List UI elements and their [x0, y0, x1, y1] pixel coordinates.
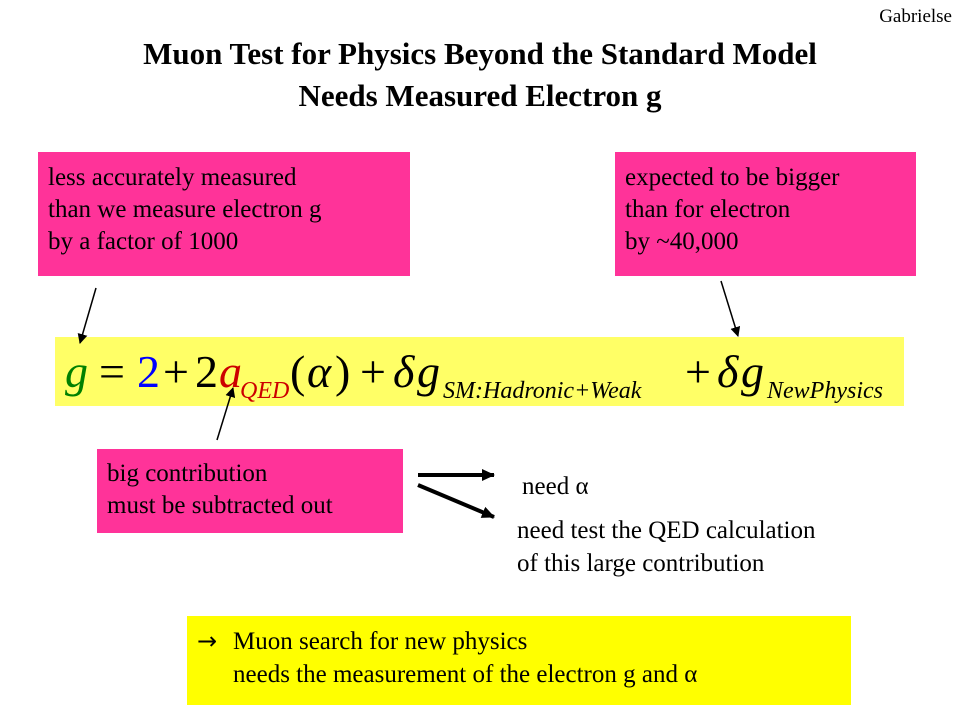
eq-delta-2: δ	[717, 346, 739, 397]
arrow-to-a-qed	[217, 388, 233, 440]
note-line: than for electron	[625, 196, 791, 223]
slide-title-line-1: Muon Test for Physics Beyond the Standard Model	[143, 36, 817, 71]
eq-plus-2: +	[360, 346, 386, 397]
conclusion-line-1	[197, 625, 851, 658]
eq-coef: 2	[195, 346, 218, 397]
slide-title-line-2: Needs Measured Electron g	[298, 78, 662, 113]
arrow-to-g	[80, 288, 96, 343]
eq-plus-1: +	[163, 346, 189, 397]
eq-g-sm: g	[417, 346, 440, 397]
right-arrow-icon: →	[197, 627, 218, 655]
note-line: less accurately measured	[48, 164, 297, 191]
eq-alpha: α	[307, 346, 332, 397]
eq-a: a	[219, 346, 242, 397]
eq-qed-subscript: QED	[240, 378, 290, 404]
eq-g-np: g	[741, 346, 764, 397]
eq-np-subscript: NewPhysics	[767, 378, 883, 404]
eq-sm-subscript: SM:Hadronic+Weak	[443, 378, 642, 404]
conclusion-text: Muon search for new physics	[233, 628, 528, 655]
need-test-line-1: need test the QED calculation	[517, 517, 816, 544]
eq-g: g	[65, 346, 88, 397]
eq-rparen: )	[335, 346, 351, 397]
note-line: big contribution	[107, 460, 268, 487]
note-line: expected to be bigger	[625, 164, 840, 191]
eq-plus-3: +	[685, 346, 711, 397]
eq-delta-1: δ	[393, 346, 415, 397]
note-line: by a factor of 1000	[48, 228, 239, 255]
conclusion-text: needs the measurement of the electron g and α	[233, 661, 698, 688]
eq-two: 2	[137, 346, 160, 397]
arrow-to-new-physics	[721, 281, 738, 336]
need-alpha-label: need α	[522, 473, 589, 500]
note-line: must be subtracted out	[107, 492, 333, 519]
author-name: Gabrielse	[879, 6, 952, 27]
eq-lparen: (	[290, 346, 306, 397]
conclusion-box	[187, 616, 851, 705]
conclusion-line-2	[197, 658, 851, 691]
note-line: than we measure electron g	[48, 196, 322, 223]
need-test-line-2: of this large contribution	[517, 550, 765, 577]
note-line: by ~40,000	[625, 228, 739, 255]
arrow-need-test	[418, 485, 494, 517]
eq-equals: =	[99, 346, 125, 397]
